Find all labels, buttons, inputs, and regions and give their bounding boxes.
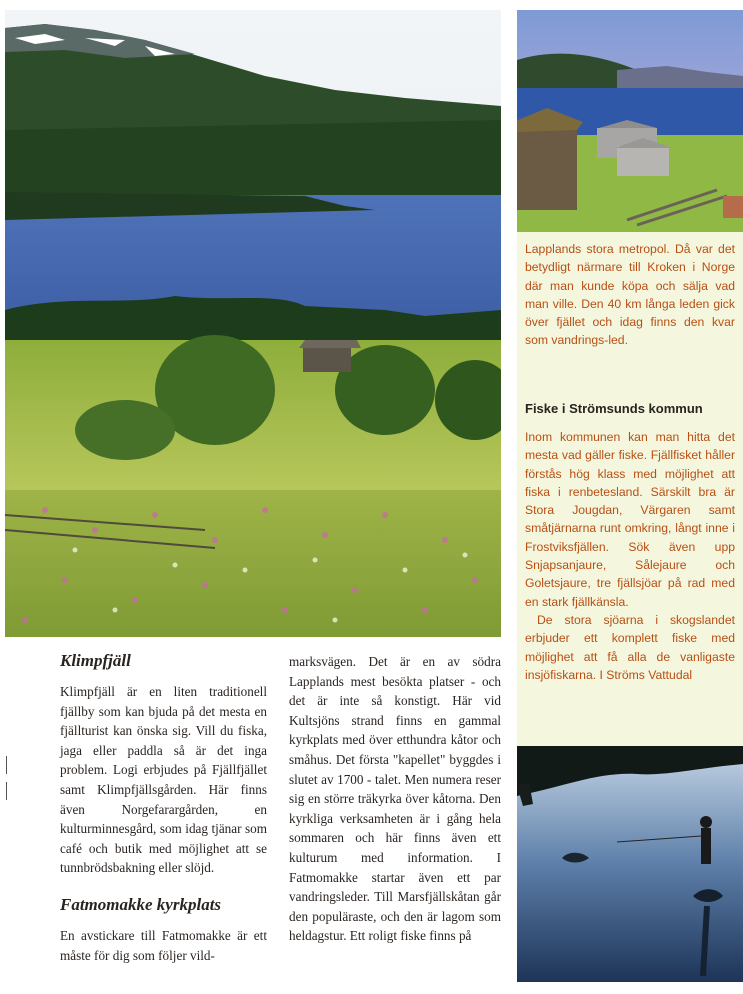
fatmomakke-text: En avstickare till Fatmomakke är ett måste för dig som följer vild- bbox=[60, 927, 267, 963]
middle-column-text: marksvägen. Det är en av södra Lapplands mest besökta platser - och det är inte så konstigt. Här vid Kultsjöns strand finns en gammal kyrkplats med över etthundra kåtor och småhus. Det första "kapellet" byggdes i slutet av 1700 - talet. Men numera reser sig en större träkyrka över kåtorna. Den kyrkliga verksamheten är i gång hela sommaren och här finns även ett kulturum med information. I Fatmomakke startar även ett par vandringsleder. Till Marsfjällskåtan går den populäraste, och den är lagom som heldagstur. Ett roligt fiske finns på bbox=[289, 654, 501, 944]
margin-mark-1 bbox=[6, 756, 7, 774]
sidebar-intro-text: Lapplands stora metropol. Då var det betydligt närmare till Kroken i Norge där man kunde köpa och sälja vad man ville. Den 40 km långa leden gick över fjället och idag finns den kvar som vandrings-led. bbox=[525, 242, 735, 348]
fiske-paragraph-2: De stora sjöarna i skogslandet erbjuder ett komplett fiske med möjlighet att få alla de vanligaste insjöfiskarna. I Ströms Vattudal bbox=[525, 612, 735, 682]
fiske-paragraph-1: Inom kommunen kan man hitta det mesta vad gäller fiske. Fjällfisket håller förstås hög klass med möjlighet att fiska i renbetesland. Särskilt bra är Stora Jougdan, Värgaren samt småtjärnarna runt omkring, långt inne i Frostviksfjällen. Sök även upp Snjapsanjaure, Sålejaure och Goletsjaure, tre fjällsjöar på rad med en stark fjällkänsla. bbox=[525, 430, 735, 609]
klimpfjall-text: Klimpfjäll är en liten traditionell fjällby som kan bjuda på det mesta en fjällturist kan önska sig. Vill du fiska, jaga eller paddla så är det inga problem. Logi erbjudes på Fjällfjället samt Klimpfjällsgården. Här finns även Norgefarargården, en kulturminnesgård, som idag tjänar som café och butik med möjlighet att se tunnbrödsbakning eller slöjd. bbox=[60, 684, 267, 876]
farm-lake-photo bbox=[517, 10, 743, 232]
sidebar-panel bbox=[517, 232, 743, 746]
margin-mark-2 bbox=[6, 782, 7, 800]
fiske-text bbox=[525, 428, 735, 684]
main-landscape-photo bbox=[5, 10, 501, 637]
klimpfjall-heading: Klimpfjäll bbox=[60, 651, 131, 670]
fiske-heading: Fiske i Strömsunds kommun bbox=[525, 401, 703, 416]
left-column bbox=[60, 650, 267, 965]
fatmomakke-heading: Fatmomakke kyrkplats bbox=[60, 894, 222, 914]
fisherman-photo bbox=[517, 746, 743, 982]
middle-column bbox=[289, 652, 501, 946]
